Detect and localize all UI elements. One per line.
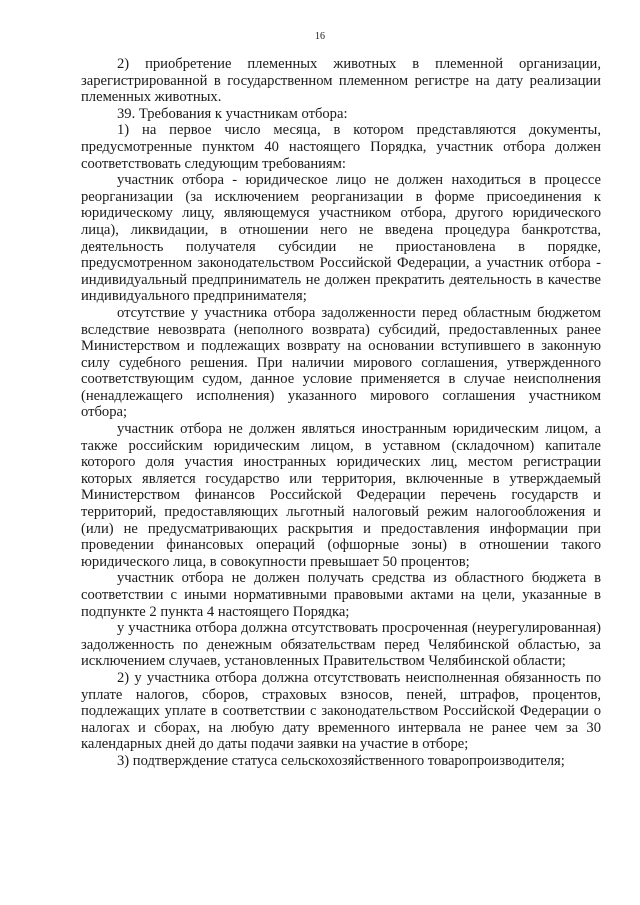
paragraph-2-breeding-purchase: 2) приобретение племенных животных в племенной организации, зарегистрированной в государственном племенном регистре на дату реализации племенных животных. bbox=[81, 56, 601, 106]
paragraph-requirement-3-status: 3) подтверждение статуса сельскохозяйственного товаропроизводителя; bbox=[117, 752, 565, 769]
paragraph-no-overdue-debt: у участника отбора должна отсутствовать просроченная (неурегулированная) задолженность по денежным обязательствам перед Челябинской областью, за исключением случаев, установленных Правительством Челябинской области; bbox=[81, 620, 601, 670]
document-body bbox=[81, 56, 601, 770]
paragraph-requirement-2-taxes: 2) у участника отбора должна отсутствовать неисполненная обязанность по уплате налогов, сборов, страховых взносов, пеней, штрафов, процентов, подлежащих уплате в соответствии с законодательством Российской Федерации о налогах и сборах, на любую дату временного интервала не ранее чем за 30 календарных дней до даты подачи заявки на участие в отборе; bbox=[81, 669, 601, 753]
paragraph-no-reorganization: участник отбора - юридическое лицо не должен находиться в процессе реорганизации (за исключением реорганизации в форме присоединения к юридическому лицу, являющемуся участником отбора, другого юридического лица), ликвидации, в отношении него не введена процедура банкротства, деятельность получателя субсидии не приостановлена в порядке, предусмотренном законодательством Российской Федерации, а участник отбора - индивидуальный предприниматель не должен прекратить деятельность в качестве индивидуального предпринимателя; bbox=[81, 172, 601, 305]
paragraph-requirement-1: 1) на первое число месяца, в котором представляются документы, предусмотренные пунктом 40 настоящего Порядка, участник отбора должен соответствовать следующим требованиям: bbox=[81, 122, 601, 172]
paragraph-no-budget-debt: отсутствие у участника отбора задолженности перед областным бюджетом вследствие невозврата (неполного возврата) субсидий, предоставленных ранее Министерством и подлежащих возврату на основании вступившего в законную силу судебного решения. При наличии мирового соглашения, утвержденного соответствующим судом, данное условие применяется в случае неисполнения (ненадлежащего исполнения) указанного мирового соглашения участником отбора; bbox=[81, 304, 601, 421]
page-number: 16 bbox=[315, 31, 325, 42]
paragraph-no-other-funds: участник отбора не должен получать средства из областного бюджета в соответствии с иными нормативными правовыми актами на цели, указанные в подпункте 2 пункта 4 настоящего Порядка; bbox=[81, 570, 601, 620]
paragraph-not-foreign-entity: участник отбора не должен являться иностранным юридическим лицом, а также российским юридическим лицом, в уставном (складочном) капитале которого доля участия иностранных юридических лиц, местом регистрации которых является государство или территория, включенные в утверждаемый Министерством финансов Российской Федерации перечень государств и территорий, предоставляющих льготный налоговый режим налогообложения и (или) не предусматривающих раскрытия и предоставления информации при проведении финансовых операций (офшорные зоны) в отношении такого юридического лица, в совокупности превышает 50 процентов; bbox=[81, 421, 601, 570]
paragraph-39-heading: 39. Требования к участникам отбора: bbox=[117, 105, 348, 122]
